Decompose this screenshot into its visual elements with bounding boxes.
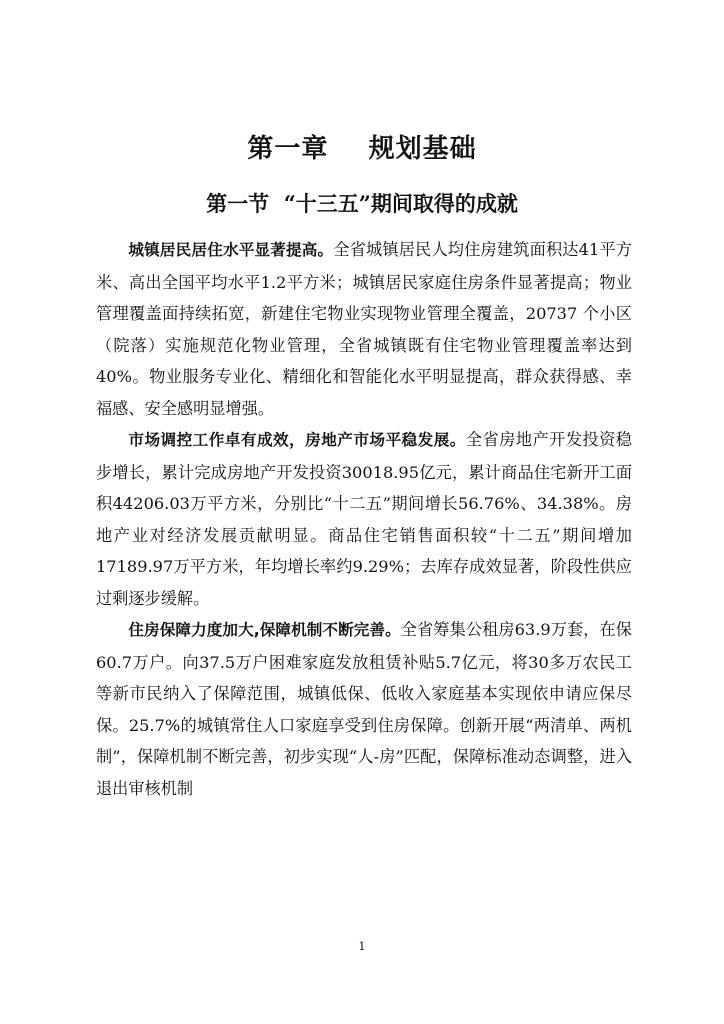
chapter-title: 第一章 规划基础 [247, 134, 477, 164]
paragraph-lead: 住房保障力度加大,保障机制不断完善。 [128, 621, 401, 639]
paragraph-text: 全省筹集公租房63.9万套，在保60.7万户。向37.5万户困难家庭发放租赁补贴5.7亿元，将30多万农民工等新市民纳入了保障范围，城镇低保、低收入家庭基本实现依申请应保尽保。25.7%的城镇常住人口家庭享受到住房保障。创新开展“两清单、两机制”，保障机制不断完善，初步实现“人-房”匹配，保障标准动态调整，进入退出审核机制 [96, 620, 632, 798]
page-number: 1 [358, 940, 366, 953]
paragraph-2 [96, 424, 632, 614]
paragraph-1 [96, 234, 632, 424]
paragraph-text: 全省房地产开发投资稳步增长，累计完成房地产开发投资30018.95亿元，累计商品住宅新开工面积44206.03万平方米，分别比“十二五”期间增长56.76%、34.38%。房地产业对经济发展贡献明显。商品住宅销售面积较“十二五”期间增加17189.97万平方米，年均增长率约9.29%；去库存成效显著，阶段性供应过剩逐步缓解。 [96, 430, 632, 608]
section-title: 第一节 “十三五”期间取得的成就 [206, 191, 518, 216]
paragraph-text: 全省城镇居民人均住房建筑面积达41平方米、高出全国平均水平1.2平方米；城镇居民家庭住房条件显著提高；物业管理覆盖面持续拓宽，新建住宅物业实现物业管理全覆盖，20737 个小区（院落）实施规范化物业管理，全省城镇既有住宅物业管理覆盖率达到40%。物业服务专业化、精细化和智能化水平明显提高，群众获得感、幸福感、安全感明显增强。 [96, 240, 632, 418]
body-text [96, 234, 632, 804]
paragraph-lead: 城镇居民居住水平显著提高。 [128, 241, 334, 259]
paragraph-3 [96, 614, 632, 804]
paragraph-lead: 市场调控工作卓有成效，房地产市场平稳发展。 [128, 431, 466, 449]
